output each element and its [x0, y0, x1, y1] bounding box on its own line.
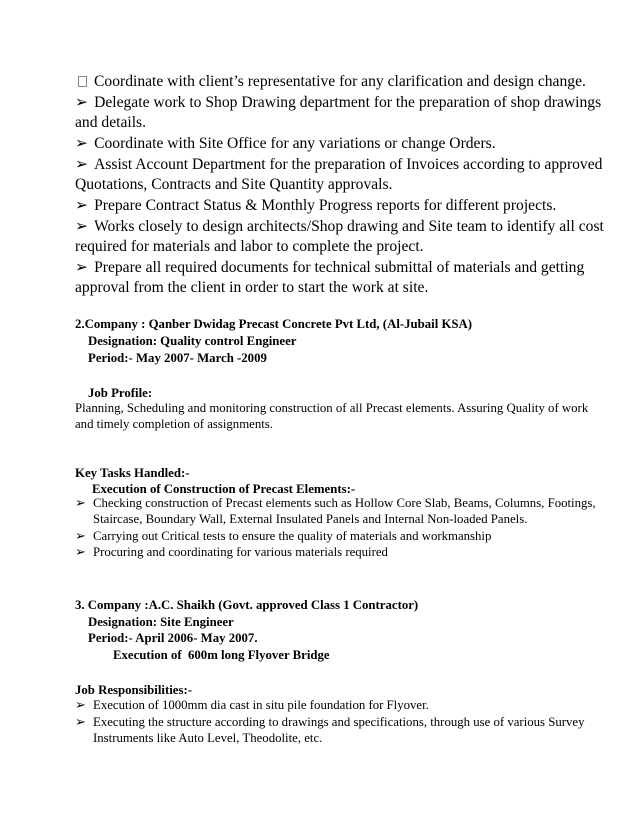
company-3-period: Period:- April 2006- May 2007. — [88, 631, 258, 645]
key-tasks-list — [75, 495, 605, 561]
responsibilities-list — [75, 72, 605, 299]
list-item: Coordinate with client’s representative for any clarification and design change. — [75, 72, 605, 92]
arrowhead-bullet-icon: ➢ — [75, 496, 86, 510]
list-item: ➢ Execution of 1000mm dia cast in situ pile foundation for Flyover. — [75, 698, 429, 712]
key-tasks-subheading: Execution of Construction of Precast Elements:- — [92, 482, 356, 496]
job-responsibilities-heading: Job Responsibilities:- — [75, 683, 192, 697]
list-item: ➢ Procuring and coordinating for various materials required — [75, 545, 388, 559]
list-item: ➢ Assist Account Department for the preparation of Invoices according to approved Quotations, Contracts and Site Quantity approvals. — [75, 156, 603, 193]
arrowhead-bullet-icon: ➢ — [75, 94, 89, 112]
list-item: ➢ Prepare all required documents for technical submittal of materials and getting approval from the client in order to start the work at site. — [75, 258, 585, 296]
arrowhead-bullet-icon: ➢ — [75, 528, 86, 543]
arrowhead-bullet-icon: ➢ — [75, 218, 89, 236]
list-item: ➢ Coordinate with Site Office for any variations or change Orders. — [75, 134, 496, 152]
job-profile-heading: Job Profile: — [88, 386, 153, 400]
list-item: ➢ Carrying out Critical tests to ensure the quality of materials and workmanship — [75, 528, 492, 543]
key-tasks-header — [75, 465, 605, 497]
list-item: ➢ Works closely to design architects/Shop drawing and Site team to identify all cost required for materials and labor to complete the project. — [75, 218, 604, 255]
arrowhead-bullet-icon: ➢ — [75, 545, 86, 559]
arrowhead-bullet-icon: ➢ — [75, 134, 89, 152]
company-2-name: 2.Company : Qanber Dwidag Precast Concrete Pvt Ltd, (Al-Jubail KSA) — [75, 317, 473, 331]
job-responsibilities-list — [75, 697, 605, 746]
list-item: ➢ Checking construction of Precast elements such as Hollow Core Slab, Beams, Columns, Footings, Staircase, Boundary Wall, External Insulated Panels and Internal Non-loaded Panels. — [75, 496, 596, 526]
company-3-project: Execution of 600m long Flyover Bridge — [113, 647, 330, 662]
company-3-name: 3. Company :A.C. Shaikh (Govt. approved Class 1 Contractor) — [75, 598, 419, 612]
arrowhead-bullet-icon: ➢ — [75, 156, 89, 174]
missing-glyph-box-icon — [78, 76, 87, 87]
company-3-designation: Designation: Site Engineer — [88, 614, 234, 629]
arrowhead-bullet-icon: ➢ — [75, 698, 86, 712]
arrowhead-bullet-icon: ➢ — [75, 258, 89, 276]
list-item: ➢ Executing the structure according to drawings and specifications, through use of various Survey Instruments like Auto Level, Theodolite, etc. — [75, 714, 585, 745]
job-profile-text: Planning, Scheduling and monitoring construction of all Precast elements. Assuring Quality of work and timely completion of assignments. — [75, 401, 589, 431]
key-tasks-heading: Key Tasks Handled:- — [75, 466, 190, 480]
arrowhead-bullet-icon: ➢ — [75, 714, 86, 729]
list-item: ➢ Delegate work to Shop Drawing department for the preparation of shop drawings and details. — [75, 94, 602, 131]
company-2-period: Period:- May 2007- March -2009 — [88, 351, 267, 365]
company-2-section — [75, 316, 605, 367]
arrowhead-bullet-icon: ➢ — [75, 196, 89, 214]
list-item: ➢ Prepare Contract Status & Monthly Progress reports for different projects. — [75, 196, 557, 214]
company-3-section — [75, 597, 605, 663]
company-2-designation: Designation: Quality control Engineer — [88, 334, 297, 348]
